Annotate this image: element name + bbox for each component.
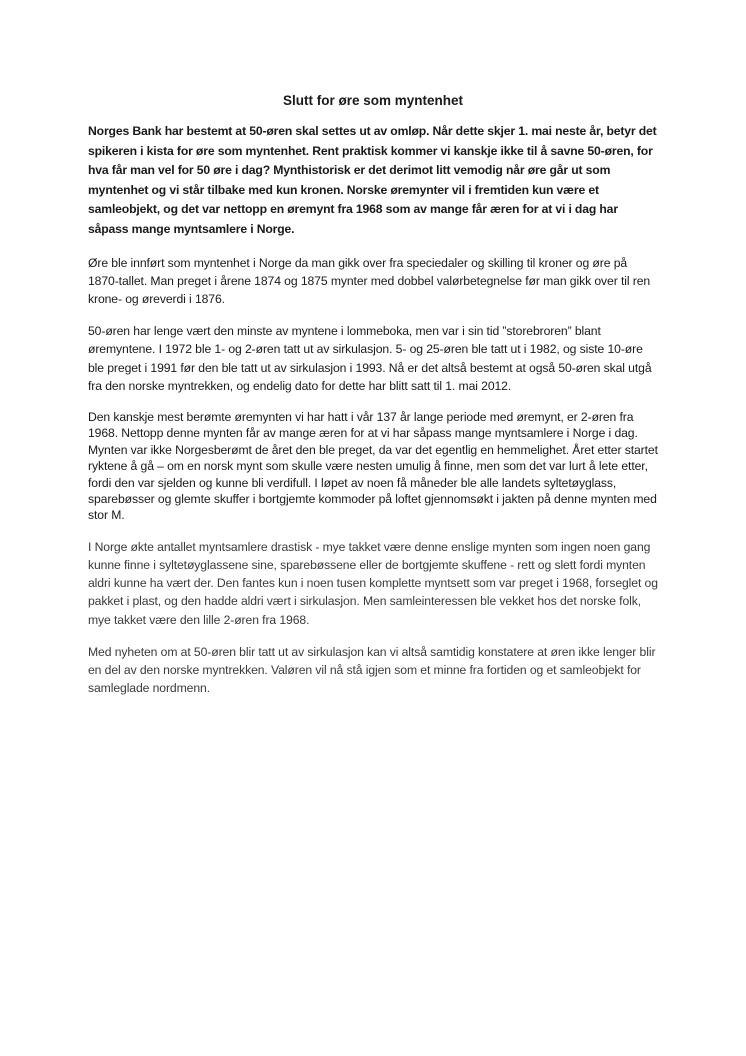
- body-paragraph-5: Med nyheten om at 50-øren blir tatt ut av sirkulasjon kan vi altså samtidig konstatere at øren ikke lenger blir en del av den norske myntrekken. Valøren vil nå stå igjen som et minne fra fortiden og et samleobjekt for samleglade nordmenn.: [88, 644, 656, 696]
- body-paragraph-2: 50-øren har lenge vært den minste av myntene i lommeboka, men var i sin tid ”storebroren” blant øremyntene. I 1972 ble 1- og 2-øren tatt ut av sirkulasjon. 5- og 25-øren ble tatt ut i 1982, og siste 10-øre ble preget i 1991 før den ble tatt ut av sirkulasjon i 1993. Nå er det altså bestemt at også 50-øren skal utgå fra den norske myntrekken, og endelig dato for dette har blitt satt til 1. mai 2012.: [88, 324, 652, 393]
- document-page: [88, 92, 658, 711]
- document-title: Slutt for øre som myntenhet: [282, 93, 463, 108]
- lead-paragraph: Norges Bank har bestemt at 50-øren skal settes ut av omløp. Når dette skjer 1. mai neste år, betyr det spikeren i kista for øre som myntenhet. Rent praktisk kommer vi kanskje ikke til å savne 50-øren, for hva får man vel for 50 øre i dag? Mynthistorisk er det derimot litt vemodig når øre går ut som myntenhet og vi står tilbake med kun kronen. Norske øremynter vil i fremtiden kun være et samleobjekt, og det var nettopp en øremynt fra 1968 som av mange får æren for at vi i dag har såpass mange myntsamlere i Norge.: [88, 124, 657, 236]
- body-paragraph-4: I Norge økte antallet myntsamlere drastisk - mye takket være denne enslige mynten som ingen noen gang kunne finne i syltetøyglassene sine, sparebøssene eller de bortgjemte skuffene - rett og slett fordi mynten aldri kunne ha vært der. Den fantes kun i noen tusen komplette myntsett som var preget i 1968, forseglet og pakket i plast, og den hadde aldri vært i sirkulasjon. Men samleinteressen ble vekket hos det norske folk, mye takket være den lille 2-øren fra 1968.: [88, 539, 658, 627]
- body-paragraph-1: Øre ble innført som myntenhet i Norge da man gikk over fra speciedaler og skilling til kroner og øre på 1870-tallet. Man preget i årene 1874 og 1875 mynter med dobbel valørbetegnelse før man gikk over til ren krone- og øreverdi i 1876.: [88, 255, 651, 306]
- body-paragraph-3: Den kanskje mest berømte øremynten vi har hatt i vår 137 år lange periode med øremynt, er 2-øren fra 1968. Nettopp denne mynten får av mange æren for at vi har såpass mange myntsamlere i Norge i dag. Mynten var ikke Norgesberømt de året den ble preget, da var det egentlig en hemmelighet. Året etter startet ryktene å gå – om en norsk mynt som skulle være nesten umulig å finne, men som det var lurt å lete etter, fordi den var sjelden og kunne bli verdifull. I løpet av noen få måneder ble alle landets syltetøyglass, sparebøsser og glemte skuffer i bortgjemte kommoder på loftet gjennomsøkt i jakten på denne mynten med stor M.: [88, 409, 658, 523]
